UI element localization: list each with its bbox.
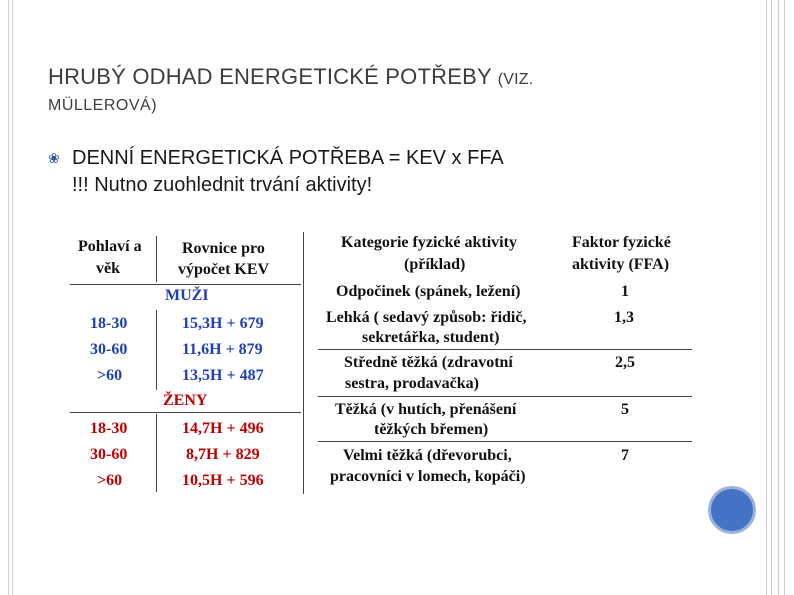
men-eq-18-30: 15,3H + 679 [182,315,264,332]
men-label: MUŽI [165,287,209,304]
men-eq-30-60: 11,6H + 879 [182,341,263,358]
ffa-row2-category-2: sekretářka, student) [362,329,500,346]
ffa-row1-value: 1 [621,283,629,300]
kev-header-rule [70,284,301,285]
women-rule [70,412,301,413]
women-divider [156,414,157,492]
frame-line-left [8,0,9,595]
ffa-row3-category-2: sestra, prodavačka) [345,375,479,392]
ffa-row2-value: 1,3 [614,309,634,326]
bullet-text-line1: DENNÍ ENERGETICKÁ POTŘEBA = KEV x FFA [72,147,504,169]
ffa-row2-rule [318,349,692,350]
frame-line-right-2 [771,0,772,595]
kev-header-gender-age-1: Pohlaví a [78,238,142,255]
frame-line-left-inner [12,0,13,595]
women-eq-60plus: 10,5H + 596 [182,472,264,489]
ffa-header-factor-2: aktivity (FFA) [572,256,670,273]
ffa-header-category-2: (příklad) [404,256,466,273]
ffa-row5-category-2: pracovníci v lomech, kopáči) [330,468,526,485]
frame-line-right-1 [766,0,767,595]
men-age-30-60: 30-60 [90,341,128,358]
ffa-row4-rule [318,441,692,442]
women-age-18-30: 18-30 [90,420,128,437]
slide-title [48,64,533,90]
slide-title-suffix: (VIZ. [497,71,534,88]
frame-line-right-4 [784,0,785,595]
ffa-table-left-border [303,232,304,494]
women-age-60plus: >60 [97,472,123,489]
frame-line-right-3 [778,0,779,595]
ffa-header-category-1: Kategorie fyzické aktivity [341,234,517,251]
women-eq-30-60: 8,7H + 829 [186,446,260,463]
kev-header-divider [156,236,157,282]
women-eq-18-30: 14,7H + 496 [182,420,264,437]
kev-header-gender-age-2: věk [96,260,120,277]
ffa-header-factor-1: Faktor fyzické [572,234,671,251]
women-label: ŽENY [163,392,208,409]
men-age-18-30: 18-30 [90,315,128,332]
men-divider [156,310,157,390]
slide-title-main: HRUBÝ ODHAD ENERGETICKÉ POTŘEBY [48,64,492,89]
kev-header-equation-2: výpočet KEV [178,261,270,278]
ffa-row5-category-1: Velmi těžká (dřevorubci, [343,447,512,464]
slide-title-continuation: MÜLLEROVÁ) [48,97,158,114]
bullet-icon: ❀ [48,150,60,166]
ffa-row3-category-1: Středně těžká (zdravotní [344,354,513,371]
ffa-row2-category-1: Lehká ( sedavý způsob: řidič, [326,309,527,326]
ffa-row5-value: 7 [621,447,629,464]
decorative-circle [708,486,756,534]
ffa-row4-category-1: Těžká (v hutích, přenášení [335,401,517,418]
ffa-row4-category-2: těžkých břemen) [374,421,489,438]
ffa-row4-value: 5 [621,401,629,418]
men-age-60plus: >60 [97,367,123,384]
women-age-30-60: 30-60 [90,446,128,463]
ffa-row3-rule [318,396,692,397]
kev-header-equation-1: Rovnice pro [182,240,265,257]
ffa-row3-value: 2,5 [615,354,635,371]
men-eq-60plus: 13,5H + 487 [182,367,264,384]
bullet-text-line2: !!! Nutno zuohlednit trvání aktivity! [72,174,373,196]
ffa-row1-category: Odpočinek (spánek, ležení) [336,283,521,300]
